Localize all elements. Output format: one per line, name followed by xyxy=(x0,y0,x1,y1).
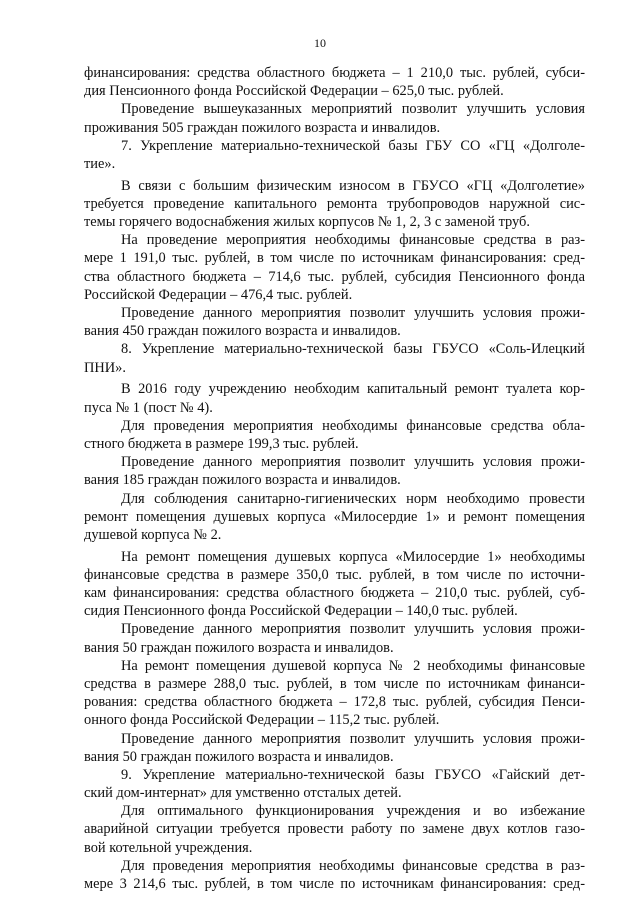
text-line: Проведение данного мероприятия позволит улучшить условия прожи- xyxy=(121,305,585,322)
text-line: душевой корпуса № 2. xyxy=(84,526,222,543)
text-line: 7. Укрепление материально-технической базы ГБУ СО «ГЦ «Долголе- xyxy=(121,137,585,154)
text-line: темы горячего водоснабжения жилых корпусов № 1, 2, 3 с заменой труб. xyxy=(84,214,530,231)
text-line: Проведение данного мероприятия позволит улучшить условия прожи- xyxy=(121,621,585,638)
text-line: Проведение данного мероприятия позволит улучшить условия прожи- xyxy=(121,730,585,747)
text-line: 8. Укрепление материально-технической базы ГБУСО «Соль-Илецкий xyxy=(121,341,585,358)
text-line: Для оптимального функционирования учреждения и во избежание xyxy=(121,803,585,820)
text-line: средства в размере 288,0 тыс. рублей, в том числе по источникам финанси- xyxy=(84,675,585,692)
text-line: На проведение мероприятия необходимы финансовые средства в раз- xyxy=(121,232,585,249)
text-line: ский дом-интернат» для умственно отсталых детей. xyxy=(84,785,402,802)
text-line: На ремонт помещения душевой корпуса № 2 необходимы финансовые xyxy=(121,657,585,674)
text-line: пуса № 1 (пост № 4). xyxy=(84,399,213,416)
text-line: 9. Укрепление материально-технической базы ГБУСО «Гайский дет- xyxy=(121,766,585,783)
text-line: вой котельной учреждения. xyxy=(84,839,253,856)
text-line: вания 50 граждан пожилого возраста и инвалидов. xyxy=(84,748,394,765)
text-line: мере 3 214,6 тыс. рублей, в том числе по источникам финансирования: сред- xyxy=(84,876,585,893)
text-line: В 2016 году учреждению необходим капитальный ремонт туалета кор- xyxy=(121,381,585,398)
text-line: ремонт помещения душевых корпуса «Милосердие 1» и ремонт помещения xyxy=(84,508,585,525)
text-line: мере 1 191,0 тыс. рублей, в том числе по источникам финансирования: сред- xyxy=(84,250,585,267)
text-line: требуется проведение капитального ремонта трубопроводов наружной сис- xyxy=(84,195,585,212)
text-line: Проведение данного мероприятия позволит улучшить условия прожи- xyxy=(121,454,585,471)
text-line: кам финансирования: средства областного бюджета – 210,0 тыс. рублей, суб- xyxy=(84,585,585,602)
text-line: вания 50 граждан пожилого возраста и инвалидов. xyxy=(84,639,394,656)
text-line: дия Пенсионного фонда Российской Федерации – 625,0 тыс. рублей. xyxy=(84,83,504,100)
page-number: 10 xyxy=(314,36,326,50)
text-line: Для проведения мероприятия необходимы финансовые средства обла- xyxy=(121,417,585,434)
text-line: На ремонт помещения душевых корпуса «Милосердие 1» необходимы xyxy=(121,548,585,565)
text-line: Проведение вышеуказанных мероприятий позволит улучшить условия xyxy=(121,101,585,118)
document-body xyxy=(84,64,585,893)
text-line: В связи с большим физическим износом в ГБУСО «ГЦ «Долголетие» xyxy=(121,177,585,194)
text-line: проживания 505 граждан пожилого возраста и инвалидов. xyxy=(84,119,441,136)
text-line: ПНИ». xyxy=(84,359,126,376)
text-line: стного бюджета в размере 199,3 тыс. рублей. xyxy=(84,435,359,452)
text-line: сидия Пенсионного фонда Российской Федерации – 140,0 тыс. рублей. xyxy=(84,603,518,620)
text-line: вания 185 граждан пожилого возраста и инвалидов. xyxy=(84,472,401,489)
text-line: тие». xyxy=(84,155,116,172)
text-line: Российской Федерации – 476,4 тыс. рублей. xyxy=(84,286,353,303)
text-line: финансирования: средства областного бюджета – 1 210,0 тыс. рублей, субси- xyxy=(84,65,585,81)
text-line: онного фонда Российской Федерации – 115,2 тыс. рублей. xyxy=(84,712,440,729)
text-line: рования: средства областного бюджета – 172,8 тыс. рублей, субсидия Пенси- xyxy=(84,694,585,711)
text-line: вания 450 граждан пожилого возраста и инвалидов. xyxy=(84,323,401,340)
text-line: Для проведения мероприятия необходимы финансовые средства в раз- xyxy=(121,857,585,874)
text-line: ства областного бюджета – 714,6 тыс. рублей, субсидия Пенсионного фонда xyxy=(84,268,585,285)
text-line: Для соблюдения санитарно-гигиенических норм необходимо провести xyxy=(121,490,585,507)
text-line: аварийной ситуации требуется провести работу по замене двух котлов газо- xyxy=(84,821,585,838)
text-line: финансовые средства в размере 350,0 тыс. рублей, в том числе по источни- xyxy=(84,566,585,583)
